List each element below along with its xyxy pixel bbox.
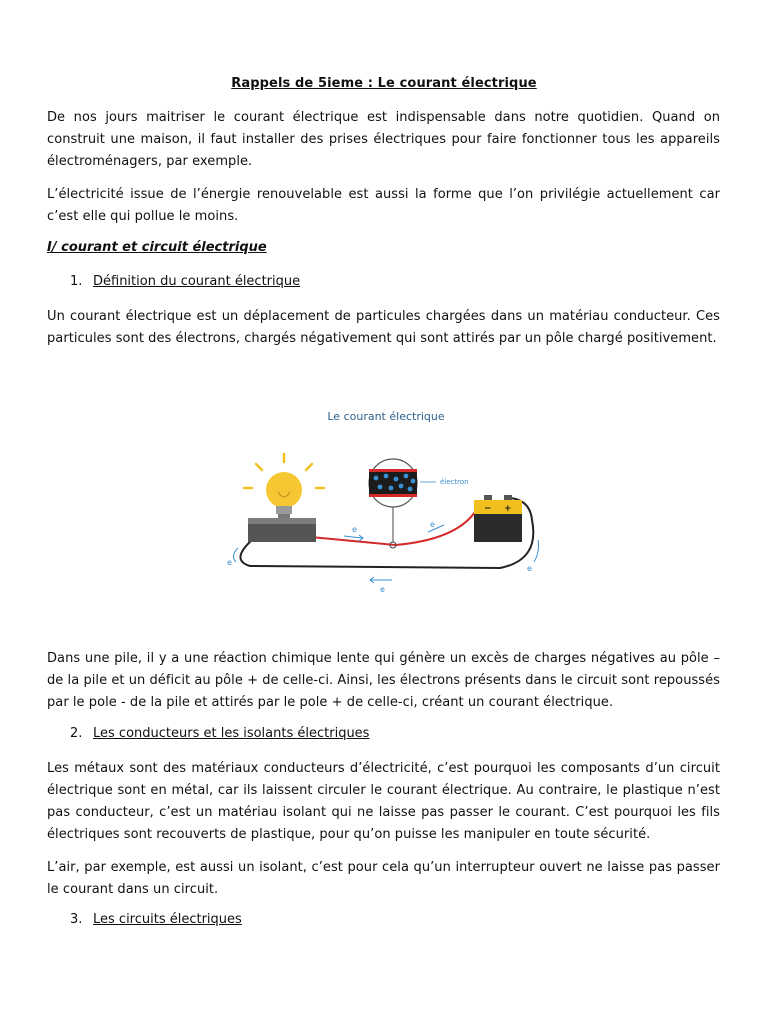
figure-title: Le courant électrique (327, 410, 445, 423)
conductors-paragraph: Les métaux sont des matériaux conducteurs d’électricité, c’est pourquoi les composants d’un circuit électrique sont en métal, car ils laissent circuler le courant électrique. Au contraire, le plastique n’est pas conducteur, c’est un matériau isolant qui ne laisse pas passer le courant. C’est pourquoi les fils électriques sont recouverts de plastique, pour qu’on puisse les manipuler en toute sécurité. (47, 761, 720, 842)
bulb-base (248, 518, 316, 542)
section-1-heading: I/ courant et circuit électrique (47, 240, 267, 255)
electron-symbol-2: e (430, 520, 435, 529)
electron-label: électron (440, 478, 469, 486)
electron-symbol-4: e (380, 585, 385, 594)
battery-paragraph: Dans une pile, il y a une réaction chimique lente qui génère un excès de charges négatives au pôle – de la pile et un déficit au pôle + de celle-ci. Ainsi, les électrons présents dans le circuit sont repoussés par le pole - de la pile et attirés par le pole + de celle-ci, créant un courant électrique. (47, 651, 720, 710)
intro-paragraph-2: L’électricité issue de l’énergie renouvelable est aussi la forme que l’on privilégie actuellement car c’est elle qui pollue le moins. (47, 187, 720, 224)
electron-magnifier (369, 459, 417, 507)
subsection-1-label: Définition du courant électrique (93, 274, 301, 289)
subsection-1-number: 1. (70, 274, 83, 289)
definition-paragraph: Un courant électrique est un déplacement de particules chargées dans un matériau conducteur. Ces particules sont des électrons, chargés négativement qui sont attirés par un pôle chargé positivement. (47, 309, 720, 346)
electron-symbol-3: e (227, 558, 232, 567)
battery-minus: − (484, 504, 492, 514)
subsection-2-number: 2. (70, 726, 83, 741)
battery-icon (474, 495, 522, 542)
air-insulator-paragraph: L’air, par exemple, est aussi un isolant, c’est pour cela qu’un interrupteur ouvert ne laisse pas passer le courant dans un circuit. (47, 860, 720, 897)
electron-symbol-1: e (352, 525, 357, 534)
document-title: Rappels de 5ieme : Le courant électrique (231, 76, 537, 91)
subsection-2-label: Les conducteurs et les isolants électriques (93, 726, 370, 741)
electron-symbol-5: e (527, 564, 532, 573)
intro-paragraph-1: De nos jours maitriser le courant électrique est indispensable dans notre quotidien. Quand on construit une maison, il faut installer des prises électriques pour faire fonctionner tous les appareils électroménagers, par exemple. (47, 110, 720, 169)
subsection-3-label: Les circuits électriques (93, 912, 242, 927)
battery-plus: + (504, 504, 512, 514)
subsection-3-heading (70, 912, 242, 927)
light-bulb-icon (266, 472, 302, 519)
subsection-2-heading (70, 726, 369, 741)
subsection-3-number: 3. (70, 912, 83, 927)
